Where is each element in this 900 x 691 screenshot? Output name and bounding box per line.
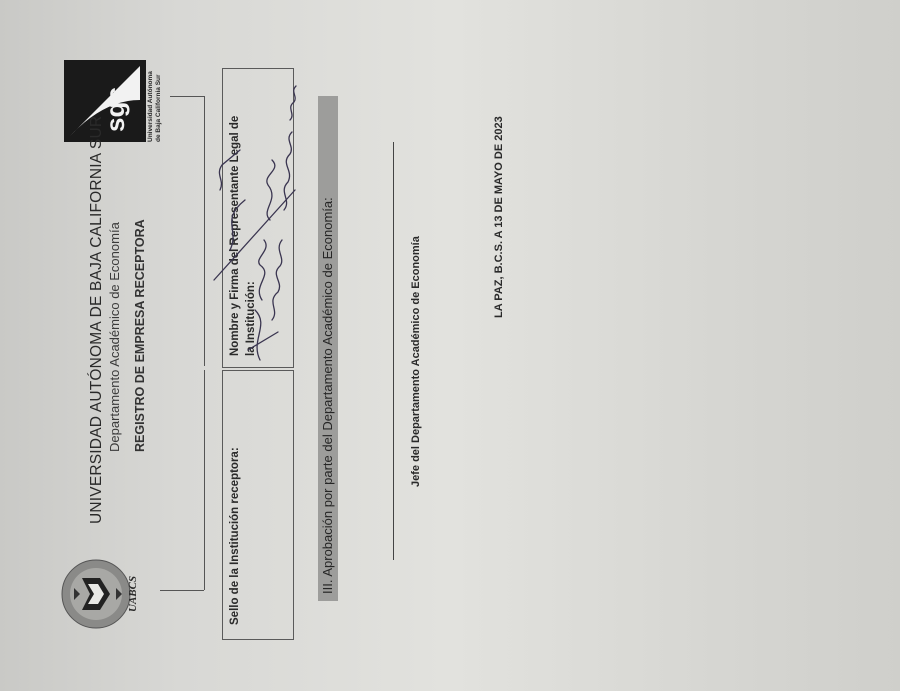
sgc-subtitle-line1: Universidad Autónoma xyxy=(147,71,154,142)
connector-line-right xyxy=(170,96,204,97)
connector-line-right-v xyxy=(204,96,205,366)
university-seal-icon xyxy=(60,548,139,640)
representative-label-line2: la Institución: xyxy=(245,281,257,356)
stamp-label: Sello de la Institución receptora: xyxy=(229,447,241,625)
university-name: UNIVERSIDAD AUTÓNOMA DE BAJA CALIFORNIA SUR xyxy=(88,115,105,524)
svg-text:UABCS: UABCS xyxy=(127,575,139,612)
connector-line-left xyxy=(160,590,204,591)
form-title: REGISTRO DE EMPRESA RECEPTORA xyxy=(133,219,147,452)
place-and-date: LA PAZ, B.C.S. A 13 DE MAYO DE 2023 xyxy=(493,116,505,318)
sgc-subtitle-line2: de Baja California Sur xyxy=(155,74,162,142)
svg-text:sgc: sgc xyxy=(100,87,130,132)
signature-line xyxy=(393,142,394,560)
section-iii-title: III. Aprobación por parte del Departamento Académico de Economía: xyxy=(320,197,335,594)
signer-title: Jefe del Departamento Académico de Economía xyxy=(410,236,422,487)
representative-label-line1: Nombre y Firma del Representante Legal de xyxy=(229,115,241,356)
department-name: Departamento Académico de Economía xyxy=(107,222,122,452)
connector-line-left-v xyxy=(204,370,205,590)
